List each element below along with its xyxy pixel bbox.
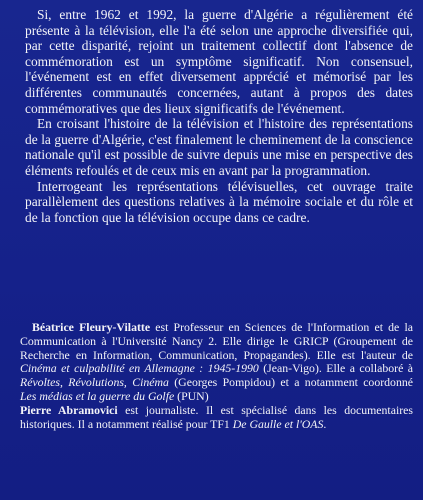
author-bio-1-text-1: est Professeur en Sciences de l'Information et de la Communication à l'Université Nancy 2. Elle dirige le GRICP (Groupement de Recherche en Information, Communication, Propagandes). Elle est l'auteur de: [20, 320, 413, 362]
author-bio-2-text-2: .: [323, 416, 327, 431]
author-bio-2: [20, 404, 413, 432]
author-bio-1: [20, 321, 413, 404]
book-title-2: Révoltes, Révolutions, Cinéma: [20, 375, 169, 390]
summary-paragraph-3: Interrogeant les représentations télévisuelles, cet ouvrage traite parallèlement des questions relatives à la mémoire sociale et du rôle et de la fonction que la télévision occupe dans ce cadre.: [25, 178, 413, 225]
summary-paragraph-1: Si, entre 1962 et 1992, la guerre d'Algérie a régulièrement été présente à la télévision, elle l'a été selon une approche diversifiée qui, par cette disparité, rejoint un traitement collectif dont l'absence de commémoration est un symptôme significatif. Non consensuel, l'événement est en effet diversement apprécié et mémorisé par les différentes communautés concernées, autant à propos des dates commémoratives que des lieux significatifs de l'événement.: [25, 7, 413, 116]
author-bios: [20, 321, 413, 431]
author-name-2: Pierre Abramovici: [20, 402, 118, 417]
author-bio-1-text-2: (Jean-Vigo). Elle a collaboré à: [258, 361, 413, 376]
author-bio-1-text-4: (PUN): [174, 388, 209, 403]
author-bio-2-text-1: est journaliste. Il est spécialisé dans les documentaires historiques. Il a notamment réalisé pour TF1: [20, 402, 413, 431]
summary-paragraph-2: En croisant l'histoire de la télévision et l'histoire des représentations de la guerre d'Algérie, c'est finalement le cheminement de la conscience nationale qu'il est possible de suivre depuis une mise en perspective des éléments refoulés et de ceux mis en avant par la programmation.: [25, 116, 413, 178]
book-title-3: Les médias et la guerre du Golfe: [20, 388, 175, 403]
film-title-1: De Gaulle et l'OAS: [232, 416, 324, 431]
book-title-1: Cinéma et culpabilité en Allemagne : 1945-1990: [20, 361, 259, 376]
summary-text: [25, 7, 413, 225]
author-name-1: Béatrice Fleury-Vilatte: [32, 320, 151, 334]
author-bio-1-text-3: (Georges Pompidou) et a notamment coordonné: [168, 375, 413, 390]
